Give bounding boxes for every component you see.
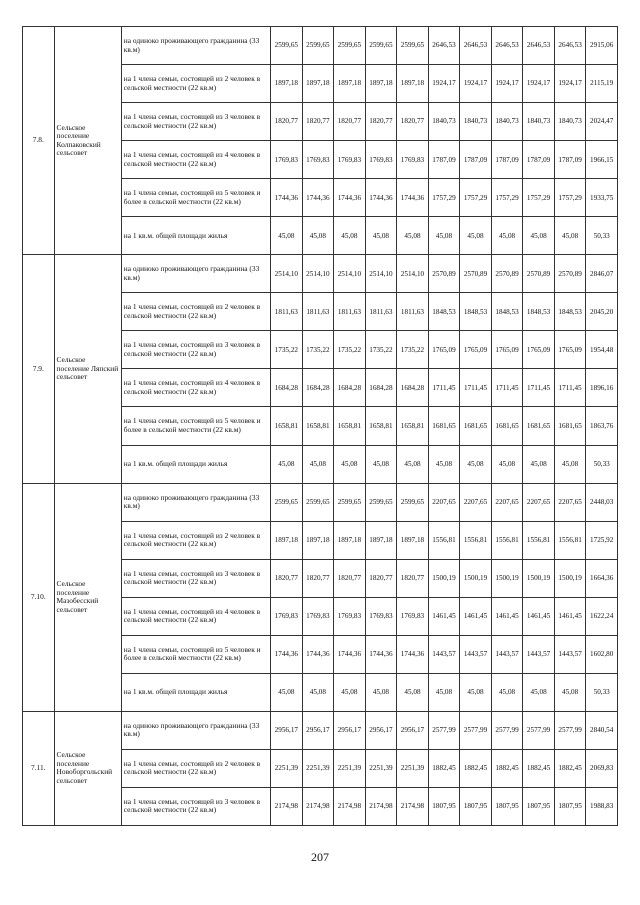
- norm-description: на 1 члена семьи, состоящей из 5 человек и более в сельской местности (22 кв.м): [121, 407, 270, 445]
- value-cell: 1725,92: [586, 521, 618, 559]
- norm-description: на 1 члена семьи, состоящей из 4 человек в сельской местности (22 кв.м): [121, 369, 270, 407]
- page-number: 207: [311, 850, 329, 864]
- value-cell: 1820,77: [271, 559, 303, 597]
- value-cell: 1807,95: [554, 787, 586, 825]
- value-cell: 2646,53: [523, 27, 555, 65]
- value-cell: 2599,65: [397, 483, 429, 521]
- value-cell: 45,08: [271, 673, 303, 711]
- value-cell: 1684,28: [302, 369, 334, 407]
- value-cell: 50,33: [586, 445, 618, 483]
- value-cell: 1765,09: [460, 331, 492, 369]
- value-cell: 1765,09: [554, 331, 586, 369]
- value-cell: 1848,53: [460, 293, 492, 331]
- value-cell: 1744,36: [397, 635, 429, 673]
- value-cell: 1744,36: [334, 179, 366, 217]
- value-cell: 1443,57: [523, 635, 555, 673]
- value-cell: 1897,18: [334, 65, 366, 103]
- value-cell: 2915,06: [586, 27, 618, 65]
- value-cell: 2207,65: [554, 483, 586, 521]
- value-cell: 45,08: [554, 217, 586, 255]
- value-cell: 1769,83: [334, 597, 366, 635]
- value-cell: 1602,80: [586, 635, 618, 673]
- value-cell: 2570,89: [491, 255, 523, 293]
- table-row: [23, 711, 618, 749]
- value-cell: 1820,77: [334, 559, 366, 597]
- value-cell: 1811,63: [271, 293, 303, 331]
- row-number: 7.10.: [23, 483, 55, 711]
- value-cell: 45,08: [491, 217, 523, 255]
- value-cell: 2207,65: [523, 483, 555, 521]
- value-cell: 2174,98: [365, 787, 397, 825]
- value-cell: 2251,39: [271, 749, 303, 787]
- value-cell: 1556,81: [428, 521, 460, 559]
- norm-description: на 1 члена семьи, состоящей из 5 человек и более в сельской местности (22 кв.м): [121, 179, 270, 217]
- value-cell: 1658,81: [397, 407, 429, 445]
- value-cell: 1711,45: [523, 369, 555, 407]
- value-cell: 45,08: [334, 673, 366, 711]
- value-cell: 1787,09: [428, 141, 460, 179]
- value-cell: 1556,81: [523, 521, 555, 559]
- value-cell: 1658,81: [271, 407, 303, 445]
- value-cell: 45,08: [523, 673, 555, 711]
- value-cell: 1820,77: [365, 559, 397, 597]
- value-cell: 2514,10: [271, 255, 303, 293]
- value-cell: 1711,45: [460, 369, 492, 407]
- value-cell: 1897,18: [334, 521, 366, 559]
- value-cell: 1820,77: [397, 103, 429, 141]
- value-cell: 1735,22: [302, 331, 334, 369]
- value-cell: 1443,57: [460, 635, 492, 673]
- value-cell: 1681,65: [428, 407, 460, 445]
- value-cell: 1897,18: [397, 521, 429, 559]
- value-cell: 2599,65: [334, 483, 366, 521]
- value-cell: 1933,75: [586, 179, 618, 217]
- norm-description: на 1 члена семьи, состоящей из 4 человек в сельской местности (22 кв.м): [121, 141, 270, 179]
- row-number: 7.11.: [23, 711, 55, 825]
- value-cell: 1556,81: [460, 521, 492, 559]
- value-cell: 1500,19: [491, 559, 523, 597]
- value-cell: 1966,15: [586, 141, 618, 179]
- settlement-name: Сельское поселение Колпаковский сельсовет: [54, 27, 121, 255]
- norm-description: на 1 члена семьи, состоящей из 3 человек в сельской местности (22 кв.м): [121, 331, 270, 369]
- value-cell: 1443,57: [428, 635, 460, 673]
- value-cell: 1787,09: [523, 141, 555, 179]
- value-cell: 1924,17: [554, 65, 586, 103]
- norm-description: на одиноко проживающего гражданина (33 кв.м): [121, 27, 270, 65]
- value-cell: 1840,73: [460, 103, 492, 141]
- value-cell: 1757,29: [428, 179, 460, 217]
- value-cell: 1744,36: [334, 635, 366, 673]
- value-cell: 1897,18: [271, 521, 303, 559]
- value-cell: 1556,81: [491, 521, 523, 559]
- norm-description: на 1 члена семьи, состоящей из 2 человек в сельской местности (22 кв.м): [121, 293, 270, 331]
- value-cell: 2570,89: [523, 255, 555, 293]
- value-cell: 2514,10: [302, 255, 334, 293]
- value-cell: 45,08: [554, 445, 586, 483]
- value-cell: 2599,65: [397, 27, 429, 65]
- value-cell: 1896,16: [586, 369, 618, 407]
- table-row: [23, 27, 618, 65]
- value-cell: 1461,45: [523, 597, 555, 635]
- value-cell: 45,08: [271, 217, 303, 255]
- value-cell: 2174,98: [302, 787, 334, 825]
- value-cell: 1765,09: [491, 331, 523, 369]
- norm-description: на одиноко проживающего гражданина (33 кв.м): [121, 711, 270, 749]
- value-cell: 1744,36: [271, 635, 303, 673]
- value-cell: 1897,18: [302, 65, 334, 103]
- value-cell: 1735,22: [271, 331, 303, 369]
- value-cell: 1500,19: [460, 559, 492, 597]
- value-cell: 2599,65: [271, 27, 303, 65]
- value-cell: 1769,83: [271, 597, 303, 635]
- value-cell: 45,08: [491, 445, 523, 483]
- value-cell: 1769,83: [271, 141, 303, 179]
- value-cell: 1924,17: [460, 65, 492, 103]
- value-cell: 45,08: [271, 445, 303, 483]
- value-cell: 1811,63: [397, 293, 429, 331]
- value-cell: 2514,10: [365, 255, 397, 293]
- value-cell: 1658,81: [302, 407, 334, 445]
- value-cell: 2251,39: [334, 749, 366, 787]
- value-cell: 1664,36: [586, 559, 618, 597]
- value-cell: 1787,09: [460, 141, 492, 179]
- value-cell: 1848,53: [523, 293, 555, 331]
- value-cell: 2207,65: [491, 483, 523, 521]
- value-cell: 2956,17: [397, 711, 429, 749]
- value-cell: 1840,73: [491, 103, 523, 141]
- value-cell: 1820,77: [397, 559, 429, 597]
- value-cell: 2599,65: [365, 27, 397, 65]
- value-cell: 1882,45: [554, 749, 586, 787]
- value-cell: 1954,48: [586, 331, 618, 369]
- cost-norms-table: [22, 26, 618, 826]
- value-cell: 2599,65: [365, 483, 397, 521]
- value-cell: 1744,36: [397, 179, 429, 217]
- value-cell: 1735,22: [365, 331, 397, 369]
- value-cell: 2956,17: [365, 711, 397, 749]
- value-cell: 1807,95: [523, 787, 555, 825]
- value-cell: 1811,63: [302, 293, 334, 331]
- value-cell: 1757,29: [554, 179, 586, 217]
- value-cell: 2207,65: [460, 483, 492, 521]
- value-cell: 2599,65: [334, 27, 366, 65]
- value-cell: 1765,09: [523, 331, 555, 369]
- value-cell: 2251,39: [397, 749, 429, 787]
- value-cell: 1820,77: [334, 103, 366, 141]
- value-cell: 45,08: [397, 445, 429, 483]
- value-cell: 1882,45: [460, 749, 492, 787]
- value-cell: 2956,17: [302, 711, 334, 749]
- value-cell: 1684,28: [365, 369, 397, 407]
- value-cell: 2045,20: [586, 293, 618, 331]
- value-cell: 1757,29: [523, 179, 555, 217]
- value-cell: 1684,28: [334, 369, 366, 407]
- value-cell: 45,08: [460, 445, 492, 483]
- value-cell: 45,08: [460, 673, 492, 711]
- table-row: [23, 483, 618, 521]
- value-cell: 45,08: [365, 217, 397, 255]
- value-cell: 1897,18: [302, 521, 334, 559]
- norm-description: на 1 члена семьи, состоящей из 2 человек в сельской местности (22 кв.м): [121, 65, 270, 103]
- settlement-name: Сельское поселение Мазобесский сельсовет: [54, 483, 121, 711]
- value-cell: 1924,17: [428, 65, 460, 103]
- value-cell: 1811,63: [334, 293, 366, 331]
- value-cell: 1840,73: [428, 103, 460, 141]
- value-cell: 2174,98: [334, 787, 366, 825]
- value-cell: 1848,53: [554, 293, 586, 331]
- value-cell: 45,08: [302, 217, 334, 255]
- value-cell: 1658,81: [334, 407, 366, 445]
- value-cell: 2599,65: [302, 27, 334, 65]
- value-cell: 2069,83: [586, 749, 618, 787]
- value-cell: 2251,39: [302, 749, 334, 787]
- value-cell: 1807,95: [428, 787, 460, 825]
- norm-description: на 1 члена семьи, состоящей из 3 человек в сельской местности (22 кв.м): [121, 787, 270, 825]
- norm-description: на 1 члена семьи, состоящей из 2 человек в сельской местности (22 кв.м): [121, 521, 270, 559]
- value-cell: 1769,83: [334, 141, 366, 179]
- value-cell: 1897,18: [271, 65, 303, 103]
- value-cell: 2840,54: [586, 711, 618, 749]
- norm-description: на 1 члена семьи, состоящей из 5 человек и более в сельской местности (22 кв.м): [121, 635, 270, 673]
- norm-description: на 1 кв.м. общей площади жилья: [121, 217, 270, 255]
- value-cell: 45,08: [397, 673, 429, 711]
- value-cell: 1840,73: [523, 103, 555, 141]
- value-cell: 1681,65: [460, 407, 492, 445]
- value-cell: 1769,83: [365, 597, 397, 635]
- row-number: 7.8.: [23, 27, 55, 255]
- value-cell: 1807,95: [460, 787, 492, 825]
- row-number: 7.9.: [23, 255, 55, 483]
- value-cell: 1744,36: [302, 635, 334, 673]
- value-cell: 1461,45: [428, 597, 460, 635]
- value-cell: 1500,19: [428, 559, 460, 597]
- norm-description: на одиноко проживающего гражданина (33 кв.м): [121, 255, 270, 293]
- value-cell: 2646,53: [491, 27, 523, 65]
- value-cell: 1684,28: [271, 369, 303, 407]
- value-cell: 2956,17: [271, 711, 303, 749]
- value-cell: 1820,77: [302, 559, 334, 597]
- table-row: [23, 255, 618, 293]
- value-cell: 1681,65: [523, 407, 555, 445]
- value-cell: 1848,53: [428, 293, 460, 331]
- value-cell: 1500,19: [554, 559, 586, 597]
- value-cell: 2174,98: [271, 787, 303, 825]
- value-cell: 1897,18: [365, 65, 397, 103]
- value-cell: 45,08: [365, 445, 397, 483]
- value-cell: 2577,99: [460, 711, 492, 749]
- value-cell: 1820,77: [365, 103, 397, 141]
- value-cell: 1769,83: [397, 597, 429, 635]
- value-cell: 1744,36: [302, 179, 334, 217]
- norm-description: на 1 кв.м. общей площади жилья: [121, 673, 270, 711]
- value-cell: 45,08: [365, 673, 397, 711]
- value-cell: 1735,22: [334, 331, 366, 369]
- value-cell: 1882,45: [523, 749, 555, 787]
- value-cell: 1744,36: [365, 179, 397, 217]
- value-cell: 2577,99: [523, 711, 555, 749]
- value-cell: 1622,24: [586, 597, 618, 635]
- value-cell: 1787,09: [491, 141, 523, 179]
- value-cell: 2577,99: [428, 711, 460, 749]
- value-cell: 50,33: [586, 673, 618, 711]
- value-cell: 1461,45: [491, 597, 523, 635]
- value-cell: 1820,77: [271, 103, 303, 141]
- value-cell: 45,08: [302, 445, 334, 483]
- settlement-name: Сельское поселение Новоборгольский сельсовет: [54, 711, 121, 825]
- value-cell: 2570,89: [460, 255, 492, 293]
- value-cell: 2514,10: [397, 255, 429, 293]
- value-cell: 1461,45: [554, 597, 586, 635]
- value-cell: 1924,17: [523, 65, 555, 103]
- value-cell: 1769,83: [302, 597, 334, 635]
- table-frame: [22, 26, 618, 826]
- value-cell: 45,08: [523, 445, 555, 483]
- value-cell: 2646,53: [428, 27, 460, 65]
- value-cell: 2570,89: [428, 255, 460, 293]
- value-cell: 2570,89: [554, 255, 586, 293]
- value-cell: 1840,73: [554, 103, 586, 141]
- value-cell: 1769,83: [302, 141, 334, 179]
- value-cell: 45,08: [523, 217, 555, 255]
- value-cell: 1461,45: [460, 597, 492, 635]
- value-cell: 1443,57: [491, 635, 523, 673]
- norm-description: на 1 члена семьи, состоящей из 2 человек в сельской местности (22 кв.м): [121, 749, 270, 787]
- value-cell: 45,08: [428, 445, 460, 483]
- value-cell: 2174,98: [397, 787, 429, 825]
- value-cell: 2024,47: [586, 103, 618, 141]
- value-cell: 1556,81: [554, 521, 586, 559]
- value-cell: 45,08: [428, 217, 460, 255]
- value-cell: 2577,99: [491, 711, 523, 749]
- value-cell: 1811,63: [365, 293, 397, 331]
- value-cell: 1684,28: [397, 369, 429, 407]
- value-cell: 1757,29: [460, 179, 492, 217]
- norm-description: на 1 члена семьи, состоящей из 4 человек в сельской местности (22 кв.м): [121, 597, 270, 635]
- value-cell: 1897,18: [397, 65, 429, 103]
- value-cell: 45,08: [491, 673, 523, 711]
- value-cell: 2207,65: [428, 483, 460, 521]
- value-cell: 1897,18: [365, 521, 397, 559]
- value-cell: 1769,83: [397, 141, 429, 179]
- norm-description: на 1 кв.м. общей площади жилья: [121, 445, 270, 483]
- value-cell: 1765,09: [428, 331, 460, 369]
- value-cell: 45,08: [428, 673, 460, 711]
- value-cell: 45,08: [302, 673, 334, 711]
- value-cell: 2251,39: [365, 749, 397, 787]
- value-cell: 2115,19: [586, 65, 618, 103]
- value-cell: 1711,45: [554, 369, 586, 407]
- value-cell: 50,33: [586, 217, 618, 255]
- value-cell: 2646,53: [554, 27, 586, 65]
- value-cell: 1882,45: [491, 749, 523, 787]
- norm-description: на 1 члена семьи, состоящей из 3 человек в сельской местности (22 кв.м): [121, 103, 270, 141]
- value-cell: 1443,57: [554, 635, 586, 673]
- value-cell: 45,08: [554, 673, 586, 711]
- value-cell: 1769,83: [365, 141, 397, 179]
- norm-description: на одиноко проживающего гражданина (33 кв.м): [121, 483, 270, 521]
- value-cell: 1807,95: [491, 787, 523, 825]
- value-cell: 1787,09: [554, 141, 586, 179]
- value-cell: 45,08: [397, 217, 429, 255]
- value-cell: 1500,19: [523, 559, 555, 597]
- value-cell: 1681,65: [491, 407, 523, 445]
- value-cell: 2599,65: [302, 483, 334, 521]
- value-cell: 1744,36: [365, 635, 397, 673]
- value-cell: 1820,77: [302, 103, 334, 141]
- value-cell: 1711,45: [428, 369, 460, 407]
- value-cell: 1988,83: [586, 787, 618, 825]
- value-cell: 45,08: [334, 445, 366, 483]
- settlement-name: Сельское поселение Ляпский сельсовет: [54, 255, 121, 483]
- value-cell: 2646,53: [460, 27, 492, 65]
- value-cell: 1757,29: [491, 179, 523, 217]
- value-cell: 1848,53: [491, 293, 523, 331]
- value-cell: 2846,07: [586, 255, 618, 293]
- value-cell: 2956,17: [334, 711, 366, 749]
- value-cell: 45,08: [460, 217, 492, 255]
- table-body: [23, 27, 618, 826]
- value-cell: 2448,03: [586, 483, 618, 521]
- value-cell: 1744,36: [271, 179, 303, 217]
- value-cell: 1924,17: [491, 65, 523, 103]
- value-cell: 2514,10: [334, 255, 366, 293]
- value-cell: 1658,81: [365, 407, 397, 445]
- value-cell: 2599,65: [271, 483, 303, 521]
- value-cell: 1863,76: [586, 407, 618, 445]
- value-cell: 1681,65: [554, 407, 586, 445]
- value-cell: 1882,45: [428, 749, 460, 787]
- value-cell: 1711,45: [491, 369, 523, 407]
- value-cell: 45,08: [334, 217, 366, 255]
- value-cell: 1735,22: [397, 331, 429, 369]
- value-cell: 2577,99: [554, 711, 586, 749]
- norm-description: на 1 члена семьи, состоящей из 3 человек в сельской местности (22 кв.м): [121, 559, 270, 597]
